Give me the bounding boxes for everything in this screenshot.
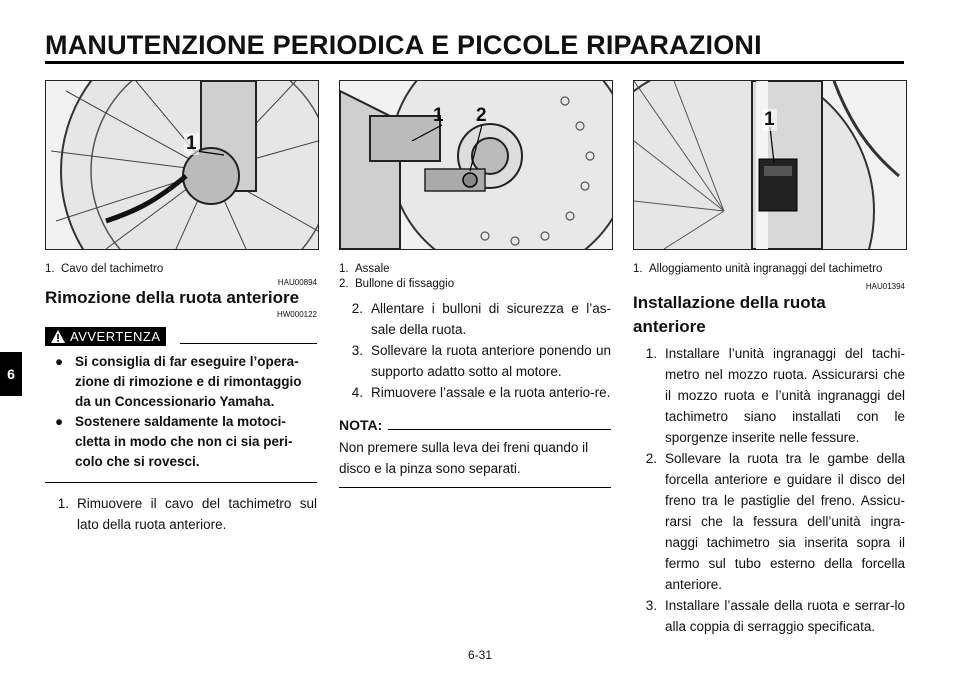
step-item — [339, 382, 611, 403]
step-num: 4. — [351, 385, 363, 400]
step-item — [633, 448, 905, 595]
section-code: HAU00894 — [277, 278, 317, 287]
column-2 — [339, 80, 611, 488]
step-num: 2. — [351, 301, 363, 316]
warning-label: AVVERTENZA — [70, 329, 161, 344]
warning-list — [45, 352, 317, 472]
step-item — [339, 340, 611, 382]
header-rule — [45, 61, 904, 64]
photo-caption — [633, 262, 905, 277]
nota-rule — [388, 429, 611, 430]
step-num: 1. — [57, 496, 69, 511]
caption-num: 1. — [339, 263, 349, 275]
column-3 — [633, 80, 905, 637]
step-text: Installare l’unità ingranaggi del tachi-metro nel mozzo ruota. Assicurarsi che il mozzo ruota e l’unità ingranaggi del tachimetro siano installati con le sporgenze inserite nelle fessure. — [665, 346, 905, 445]
photo-caption — [45, 262, 317, 277]
warning-badge — [45, 327, 166, 346]
photo-callout-1: 1 — [186, 133, 197, 154]
page-number: 6-31 — [467, 648, 493, 662]
caption-num: 1. — [45, 263, 55, 275]
warning-header — [45, 327, 317, 346]
caption-num: 1. — [633, 263, 643, 275]
column-1 — [45, 80, 317, 535]
photo-gear-housing — [633, 80, 907, 250]
step-num: 3. — [351, 343, 363, 358]
step-text: Rimuovere l’assale e la ruota anterio-re. — [371, 385, 611, 400]
photo-callout-1: 1 — [433, 105, 444, 126]
page-header-title: MANUTENZIONE PERIODICA E PICCOLE RIPARAZIONI — [45, 30, 762, 60]
step-item — [339, 298, 611, 340]
warning-item-text: Si consiglia di far eseguire l’opera-zione di rimozione e di rimontaggio da un Concessionario Yamaha. — [75, 354, 302, 409]
step-item — [45, 493, 317, 535]
step-text: Sollevare la ruota tra le gambe della forcella anteriore e guidare il disco del freno tra le pastiglie del freno. Assicu-rarsi che la fessura dell’unità ingra-naggi tachimetro sia inserita sopra il fermo sul tubo esterno della forcella anteriore. — [665, 451, 905, 592]
gear-housing-illustration — [634, 81, 906, 249]
nota-text: Non premere sulla leva dei freni quando il disco e la pinza sono separati. — [339, 440, 589, 476]
step-num: 2. — [645, 451, 657, 466]
step-text: Rimuovere il cavo del tachimetro sul lato della ruota anteriore. — [77, 496, 317, 532]
warning-triangle-icon — [51, 330, 65, 343]
warning-item: ● Sostenere saldamente la motoci-cletta in modo che non ci sia peri-colo che si rovesci. — [45, 412, 317, 472]
step-text: Allentare i bulloni di sicurezza e l’as-sale della ruota. — [371, 301, 611, 337]
section-code: HAU01394 — [865, 282, 905, 291]
caption-text: Bullone di fissaggio — [355, 278, 455, 290]
caption-num: 2. — [339, 278, 349, 290]
step-list — [339, 298, 611, 403]
caption-text: Assale — [355, 263, 390, 275]
photo-axle — [339, 80, 613, 250]
warning-item: ● Si consiglia di far eseguire l’opera-zione di rimozione e di rimontaggio da un Concessionario Yamaha. — [45, 352, 317, 412]
step-item — [633, 343, 905, 448]
warning-end-rule — [45, 482, 317, 483]
caption-text: Alloggiamento unità ingranaggi del tachimetro — [649, 263, 883, 275]
step-list — [633, 343, 905, 637]
step-item — [633, 595, 905, 637]
caption-text: Cavo del tachimetro — [61, 263, 164, 275]
chapter-tab: 6 — [0, 352, 22, 396]
nota-label: NOTA: — [339, 417, 383, 433]
step-text: Sollevare la ruota anteriore ponendo un supporto adatto sotto al motore. — [371, 343, 611, 379]
photo-caption — [339, 262, 611, 292]
nota-header — [339, 417, 611, 433]
step-text: Installare l’assale della ruota e serrar-lo alla coppia di serraggio specificata. — [665, 598, 905, 634]
section-heading: Rimozione della ruota anteriore — [45, 288, 300, 307]
nota-end-rule — [339, 487, 611, 488]
wheel-illustration — [46, 81, 318, 249]
photo-callout-1: 1 — [764, 109, 775, 130]
photo-callout-2: 2 — [476, 105, 487, 126]
warning-code: HW000122 — [276, 310, 317, 319]
warning-item-text: Sostenere saldamente la motoci-cletta in modo che non ci sia peri-colo che si rovesci. — [75, 414, 293, 469]
warning-rule — [180, 343, 317, 344]
step-num: 3. — [645, 598, 657, 613]
step-num: 1. — [645, 346, 657, 361]
section-heading: Installazione della ruota anteriore — [633, 293, 826, 336]
step-list — [45, 493, 317, 535]
photo-speedometer-cable — [45, 80, 319, 250]
